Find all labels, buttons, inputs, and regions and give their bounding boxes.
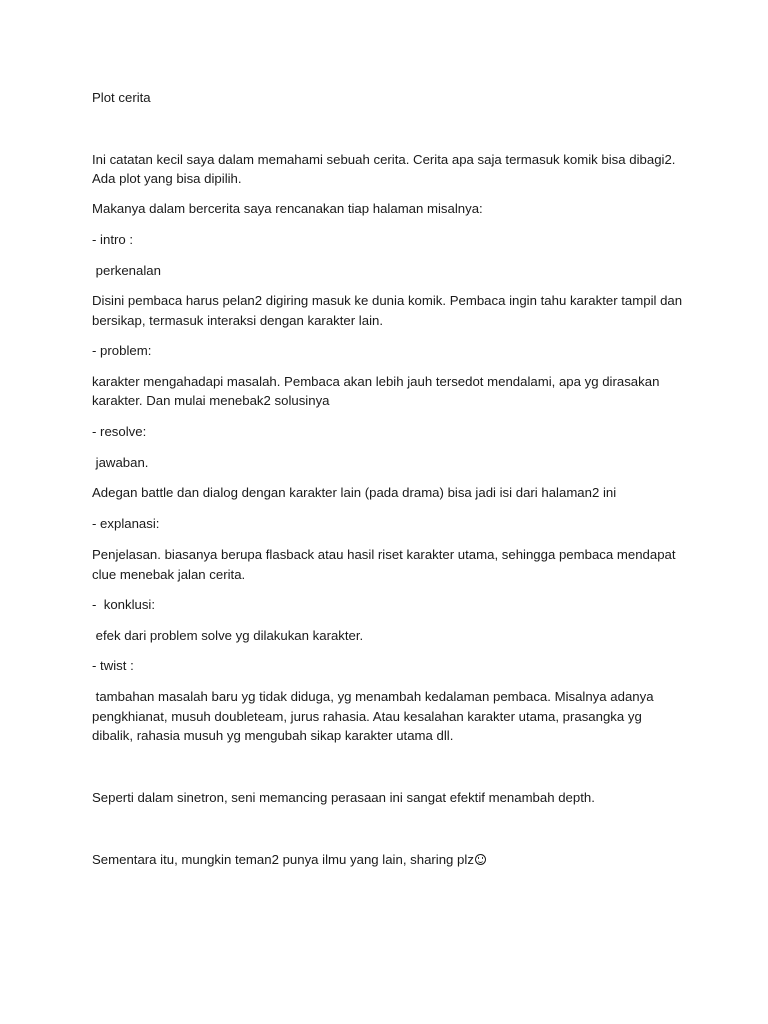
closing-text: Sementara itu, mungkin teman2 punya ilmu yang lain, sharing plz: [92, 852, 474, 867]
text-line: Adegan battle dan dialog dengan karakter lain (pada drama) bisa jadi isi dari halaman2 ini: [92, 485, 617, 500]
closing-line: [92, 850, 486, 870]
text-line: Ada plot yang bisa dipilih.: [92, 171, 242, 186]
text-line: jawaban.: [92, 455, 149, 470]
text-line: perkenalan: [92, 263, 161, 278]
smiley-icon: [475, 854, 486, 865]
section-heading-resolve: - resolve:: [92, 424, 147, 439]
text-line: Penjelasan. biasanya berupa flasback atau hasil riset karakter utama, sehingga pembaca mendapat: [92, 547, 676, 562]
section-heading-konklusi: - konklusi:: [92, 597, 156, 612]
text-line: Makanya dalam bercerita saya rencanakan tiap halaman misalnya:: [92, 201, 483, 216]
text-line: Disini pembaca harus pelan2 digiring masuk ke dunia komik. Pembaca ingin tahu karakter tampil dan: [92, 293, 683, 308]
section-heading-explanasi: - explanasi:: [92, 516, 160, 531]
text-line: pengkhianat, musuh doubleteam, jurus rahasia. Atau kesalahan karakter utama, prasangka yg: [92, 709, 642, 724]
text-line: dibalik, rahasia musuh yg mengubah sikap karakter utama dll.: [92, 728, 454, 743]
text-line: tambahan masalah baru yg tidak diduga, yg menambah kedalaman pembaca. Misalnya adanya: [92, 689, 654, 704]
text-line: Seperti dalam sinetron, seni memancing perasaan ini sangat efektif menambah depth.: [92, 790, 595, 805]
text-line: karakter mengahadapi masalah. Pembaca akan lebih jauh tersedot mendalami, apa yg dirasakan: [92, 374, 660, 389]
text-line: bersikap, termasuk interaksi dengan karakter lain.: [92, 313, 384, 328]
document-title: Plot cerita: [92, 90, 151, 105]
text-line: clue menebak jalan cerita.: [92, 567, 246, 582]
text-line: efek dari problem solve yg dilakukan karakter.: [92, 628, 364, 643]
section-heading-intro: - intro :: [92, 232, 134, 247]
section-heading-twist: - twist :: [92, 658, 134, 673]
section-heading-problem: - problem:: [92, 343, 152, 358]
text-line: Ini catatan kecil saya dalam memahami sebuah cerita. Cerita apa saja termasuk komik bisa dibagi2.: [92, 152, 676, 167]
text-line: karakter. Dan mulai menebak2 solusinya: [92, 393, 330, 408]
